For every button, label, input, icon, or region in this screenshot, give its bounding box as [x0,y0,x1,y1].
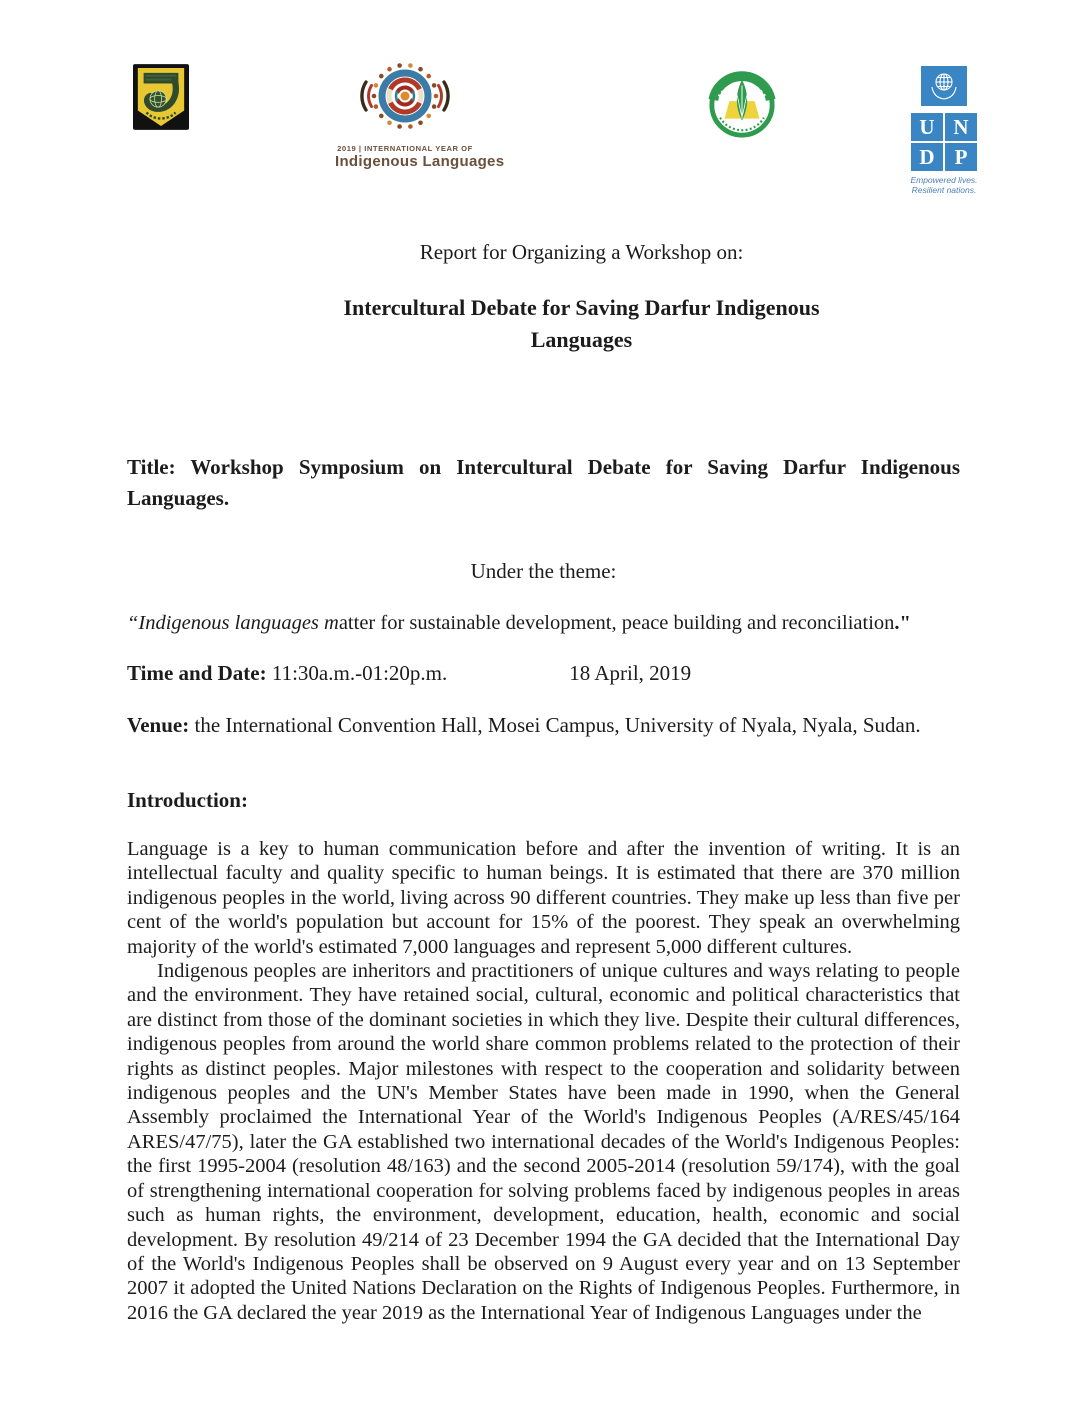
title-text: Workshop Symposium on Intercultural Debate for Saving Darfur Indigenous Languages. [127,455,960,510]
quote-plain-part: atter for sustainable development, peace building and reconciliation [338,612,895,634]
document-body [127,240,960,1325]
main-title-line-2: Languages [530,327,633,352]
title-paragraph [127,452,960,514]
iyil-wordmark: Indigenous Languages [335,153,505,170]
date-value: 18 April, 2019 [569,661,692,685]
quote-italic-part: “Indigenous languages m [127,612,339,634]
main-title-line-1: Intercultural Debate for Saving Darfur Indigenous [343,295,820,320]
introduction-paragraph-2: Indigenous peoples are inheritors and practitioners of unique cultures and ways relating to people and the environment. They have retained social, cultural, economic and political characteristics that are distinct from those of the dominant societies in which they live. Despite their cultural differences, indigenous peoples from around the world share common problems related to the protection of their rights as distinct peoples. Major milestones with respect to the cooperation and solidarity between indigenous peoples and the UN's Member States have been made in 1990, when the General Assembly proclaimed the International Year of the World's Indigenous Peoples (A/RES/45/164 ARES/47/75), later the GA established two international decades of the World's Indigenous Peoples: the first 1995-2004 (resolution 48/163) and the second 2005-2014 (resolution 59/174), with the goal of strengthening international cooperation for solving problems faced by indigenous peoples in areas such as human rights, the environment, development, education, health, economic and social development. By resolution 49/214 of 23 December 1994 the GA decided that the International Day of the World's Indigenous Peoples shall be observed on 9 August every year and on 13 September 2007 it adopted the United Nations Declaration on the Rights of Indigenous Peoples. Furthermore, in 2016 the GA declared the year 2019 as the International Year of Indigenous Languages under the [127,960,960,1324]
introduction-heading: Introduction: [127,788,248,812]
quote-end-part: ." [894,612,911,634]
theme-heading: Under the theme: [470,559,617,583]
theme-quote [127,612,960,635]
university-of-nyala-logo [133,64,189,135]
venue-line [127,713,960,738]
undp-letter-d: D [911,143,943,171]
time-value: 11:30a.m.-01:20p.m. [271,661,448,685]
title-label: Title: [127,455,176,479]
undp-letter-grid [911,113,977,171]
venue-label: Venue: [127,713,190,737]
undp-tagline-1: Empowered lives. [910,175,978,185]
iyil-2019-logo [335,60,505,170]
darfur-heritage-logo [707,70,777,145]
logo-row [127,58,978,195]
time-date-label: Time and Date: [127,661,267,685]
undp-letter-p: P [945,143,977,171]
university-shield-icon [133,64,189,130]
workshop-main-title [127,292,960,356]
undp-logo [905,66,983,195]
undp-letter-u: U [911,113,943,141]
iyil-circle-icon [350,60,460,138]
report-heading: Report for Organizing a Workshop on: [419,240,744,264]
darfur-leaf-icon [707,70,777,140]
time-date-line [127,661,960,686]
un-emblem-icon [921,66,967,106]
undp-letter-n: N [945,113,977,141]
undp-tagline-2: Resilient nations. [911,185,977,195]
iyil-year-line: 2019 | INTERNATIONAL YEAR OF [337,144,473,153]
venue-text: the International Convention Hall, Mosei Campus, University of Nyala, Nyala, Sudan. [194,713,921,737]
introduction-paragraph-1: Language is a key to human communication before and after the invention of writing. It is an intellectual faculty and quality specific to human beings. It is estimated that there are 370 million indigenous peoples in the world, living across 90 different countries. They make up less than five per cent of the world's population but account for 15% of the poorest. They speak an overwhelming majority of the world's estimated 7,000 languages and represent 5,000 different cultures. [127,838,960,958]
